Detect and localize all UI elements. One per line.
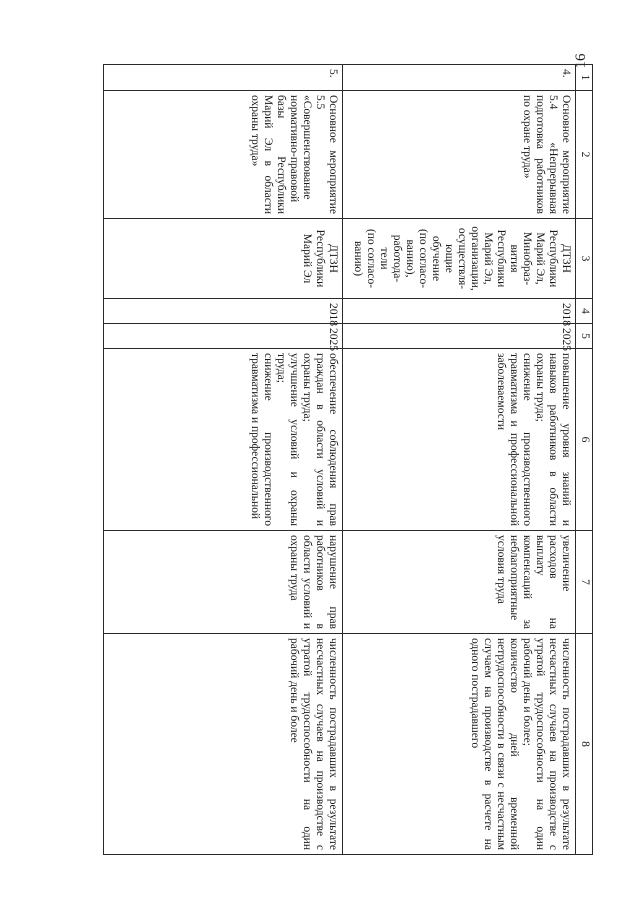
header-cell-7: 7: [576, 531, 593, 634]
executor-cell: ДТЗН Республики Марий Эл: [104, 219, 343, 299]
measure-cell: Основное мероприятие 5.5 «Совершенствование нормативно-правовой базы Республики Марий Эл в области охраны труда»: [104, 91, 343, 219]
header-cell-3: 3: [576, 219, 593, 299]
start-year-cell: 2018: [104, 299, 343, 324]
expected-result-cell: обеспечение соблюдения прав граждан в области условий и охраны труда; улучшение условий и охраны труда; снижение производственного травматизма и профессиональной: [104, 349, 343, 531]
table-row: [343, 65, 576, 855]
indicators-cell: численность пострадавших в результате несчастных случаев на производстве с утратой трудоспособности на один рабочий день и более; количество дней временной нетрудоспособности в связи с несчастным случаем на производстве в расчете на одного пострадавшего: [343, 634, 576, 855]
header-cell-5: 5: [576, 324, 593, 349]
executor-cell: ДТЗН Республики Марий Эл, Минобраз- вития Республики Марий Эл, организации, осуществля- ющие обучение (по согласо- ванию), работода- тели (по согласо- ванию): [343, 219, 576, 299]
indicators-cell: численность пострадавших в результате несчастных случаев на производстве с утратой трудоспособности на один рабочий день и более: [104, 634, 343, 855]
header-cell-8: 8: [576, 634, 593, 855]
consequences-cell: нарушение прав работников в области условий и охраны труда: [104, 531, 343, 634]
table-header-row: [576, 65, 593, 855]
header-cell-4: 4: [576, 299, 593, 324]
expected-result-cell: повышение уровня знаний и навыков работников в области охраны труда; снижение производственного травматизма и профессиональной заболеваемости: [343, 349, 576, 531]
end-year-cell: 2025: [343, 324, 576, 349]
header-cell-1: 1: [576, 65, 593, 91]
measure-cell: Основное мероприятие 5.4 «Непрерывная подготовка работников по охране труда»: [343, 91, 576, 219]
measures-table: [103, 64, 593, 855]
end-year-cell: 2025: [104, 324, 343, 349]
header-cell-2: 2: [576, 91, 593, 219]
start-year-cell: 2018: [343, 299, 576, 324]
page-number: 16: [572, 53, 589, 69]
row-number: 5.: [104, 65, 343, 91]
consequences-cell: увеличение расходов на выплату компенсаций за неблагоприятные условия труда: [343, 531, 576, 634]
row-number: 4.: [343, 65, 576, 91]
table-row: [104, 65, 343, 855]
rotated-table-sheet: [106, 64, 593, 854]
header-cell-6: 6: [576, 349, 593, 531]
